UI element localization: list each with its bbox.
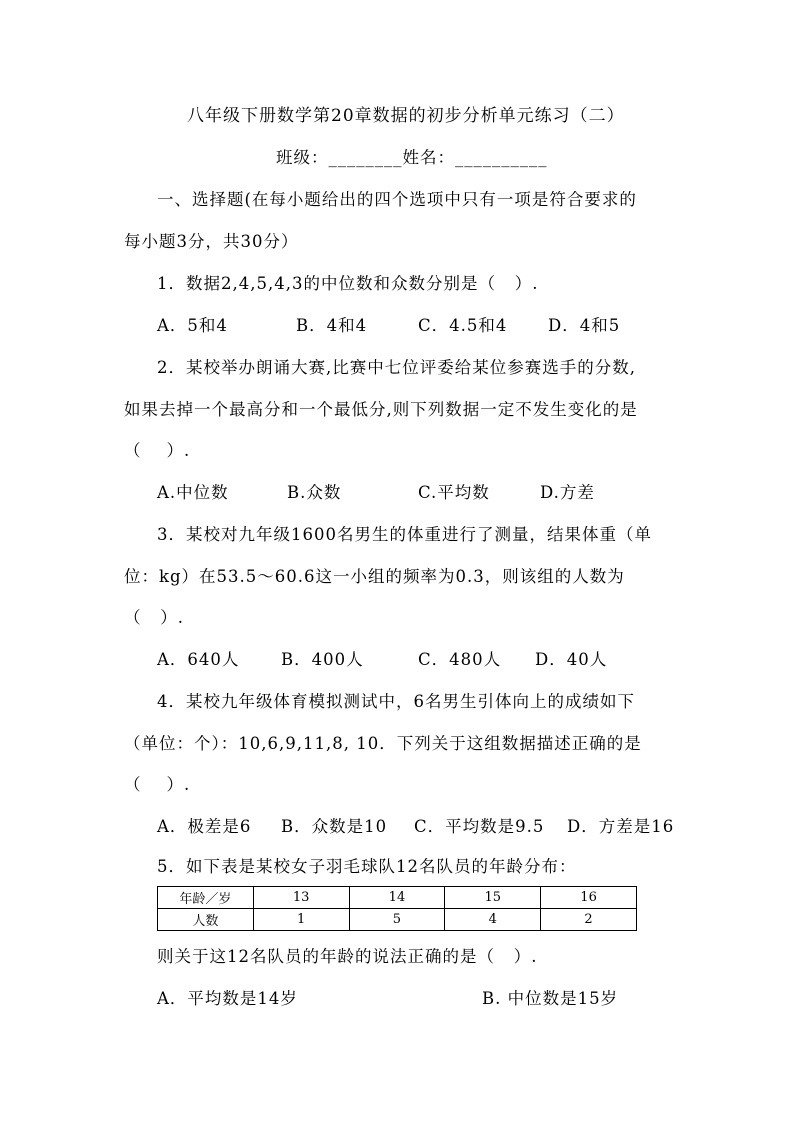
question-3-line1: 3．某校对九年级1600名男生的体重进行了测量，结果体重（单 xyxy=(157,525,652,544)
question-3-line3: （ ）. xyxy=(124,608,184,627)
q2-option-d: D.方差 xyxy=(540,483,595,502)
question-3-line2: 位：kg）在53.5～60.6这一小组的频率为0.3，则该组的人数为 xyxy=(124,567,625,586)
q3-option-a: A．640人 xyxy=(157,650,240,669)
table-header-row xyxy=(158,887,637,909)
table-row xyxy=(158,909,637,931)
table-cell: 14 xyxy=(349,887,445,909)
table-cell: 1 xyxy=(253,909,349,931)
table-cell: 人数 xyxy=(158,909,254,931)
question-4-line2: （单位：个）：10,6,9,11,8, 10．下列关于这组数据描述正确的是 xyxy=(124,734,642,753)
q4-option-b: B．众数是10 xyxy=(281,817,388,836)
section-heading-line2: 每小题3分，共30分） xyxy=(124,232,299,251)
question-5-followup: 则关于这12名队员的年龄的说法正确的是（ ）. xyxy=(157,947,538,966)
question-2-line3: （ ）. xyxy=(124,441,191,460)
section-heading-line1: 一、选择题(在每小题给出的四个选项中只有一项是符合要求的 xyxy=(157,190,637,209)
q5-option-b: B. 中位数是15岁 xyxy=(482,989,619,1008)
q1-option-a: A．5和4 xyxy=(157,316,228,335)
question-4-line1: 4．某校九年级体育模拟测试中，6名男生引体向上的成绩如下 xyxy=(157,692,635,711)
q1-option-b: B．4和4 xyxy=(296,316,368,335)
table-cell: 年龄／岁 xyxy=(158,887,254,909)
q1-option-d: D．4和5 xyxy=(548,316,621,335)
table-cell: 15 xyxy=(445,887,541,909)
page-title: 八年级下册数学第20章数据的初步分析单元练习（二） xyxy=(187,106,625,126)
q5-option-a: A．平均数是14岁 xyxy=(157,989,298,1008)
q2-option-b: B.众数 xyxy=(287,483,342,502)
table-cell: 16 xyxy=(541,887,637,909)
q3-option-b: B．400人 xyxy=(281,650,364,669)
age-distribution-table xyxy=(157,886,637,931)
question-2-line1: 2．某校举办朗诵大赛,比赛中七位评委给某位参赛选手的分数, xyxy=(157,358,636,377)
q3-option-d: D．40人 xyxy=(535,650,608,669)
question-5-stem: 5．如下表是某校女子羽毛球队12名队员的年龄分布： xyxy=(157,857,577,876)
q4-option-c: C．平均数是9.5 xyxy=(414,817,545,836)
q3-option-c: C．480人 xyxy=(418,650,502,669)
table-cell: 2 xyxy=(541,909,637,931)
q1-option-c: C．4.5和4 xyxy=(418,316,508,335)
question-1-stem: 1．数据2,4,5,4,3的中位数和众数分别是（ ）. xyxy=(157,274,539,293)
table-cell: 5 xyxy=(349,909,445,931)
question-2-line2: 如果去掉一个最高分和一个最低分,则下列数据一定不发生变化的是 xyxy=(124,400,638,419)
question-4-line3: （ ）. xyxy=(124,775,191,794)
q4-option-a: A．极差是6 xyxy=(157,817,252,836)
class-name-line: 班级：________姓名：__________ xyxy=(276,148,548,167)
table-cell: 13 xyxy=(253,887,349,909)
q2-option-a: A.中位数 xyxy=(157,483,229,502)
q2-option-c: C.平均数 xyxy=(418,483,490,502)
table-cell: 4 xyxy=(445,909,541,931)
q4-option-d: D．方差是16 xyxy=(567,817,675,836)
